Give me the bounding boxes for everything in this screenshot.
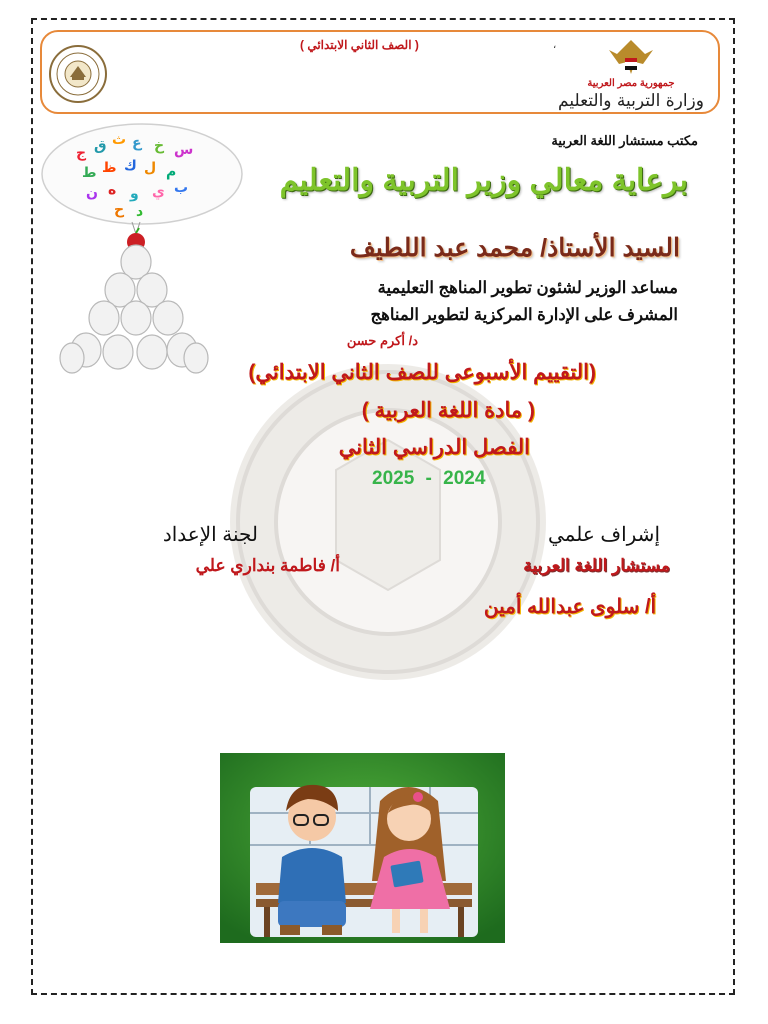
letters-eggs-illustration xyxy=(36,122,248,394)
svg-text:ن: ن xyxy=(86,185,98,201)
kids-reading-illustration xyxy=(220,753,505,943)
minister-name: السيد الأستاذ/ محمد عبد اللطيف xyxy=(349,234,680,262)
svg-text:د: د xyxy=(136,204,144,220)
grade-label: ( الصف الثاني الابتدائي ) xyxy=(300,38,419,52)
svg-text:ب: ب xyxy=(174,180,189,196)
svg-text:ق: ق xyxy=(94,138,107,154)
svg-text:ج: ج xyxy=(76,145,87,161)
svg-text:ط: ط xyxy=(82,165,97,181)
header-mark: ، xyxy=(553,40,557,51)
eagle-emblem-icon xyxy=(609,40,653,74)
svg-text:ح: ح xyxy=(114,202,125,218)
svg-text:ي: ي xyxy=(152,184,165,200)
academic-years: 2025 - 2024 xyxy=(372,468,486,489)
prep-committee-label: لجنة الإعداد xyxy=(162,524,258,546)
subject-title: ( مادة اللغة العربية ) xyxy=(361,399,535,422)
svg-text:س: س xyxy=(174,142,194,158)
supervisor-name: أ/ سلوى عبدالله أمين xyxy=(483,596,656,618)
supervisor-line: المشرف على الإدارة المركزية لتطوير المناهج xyxy=(370,306,678,324)
svg-text:ك: ك xyxy=(124,158,137,174)
assessment-title: (التقييم الأسبوعى للصف الثاني الابتدائي) xyxy=(248,361,596,384)
ministry-logo xyxy=(547,36,715,112)
office-label: مكتب مستشار اللغة العربية xyxy=(551,133,698,148)
svg-text:ل: ل xyxy=(144,160,157,176)
svg-text:خ: خ xyxy=(154,138,165,154)
svg-text:ث: ث xyxy=(112,132,127,148)
svg-text:م: م xyxy=(166,164,177,180)
svg-text:ه: ه xyxy=(108,182,117,198)
svg-text:ظ: ظ xyxy=(102,160,117,176)
ministry-country: جمهورية مصر العربية xyxy=(587,78,675,89)
svg-text:ع: ع xyxy=(132,135,142,151)
patronage-title: برعاية معالي وزير التربية والتعليم xyxy=(279,164,688,197)
svg-text:و: و xyxy=(130,186,139,202)
counselor-title: مستشار اللغة العربية xyxy=(523,556,670,575)
ministry-seal-icon xyxy=(48,44,108,104)
committee-member-name: أ/ فاطمة بنداري علي xyxy=(195,556,340,575)
doctor-name: د/ أكرم حسن xyxy=(346,333,418,348)
term-title: الفصل الدراسي الثاني xyxy=(338,436,530,459)
assistant-line: مساعد الوزير لشئون تطوير المناهج التعليمية xyxy=(377,279,678,297)
ministry-name: وزارة التربية والتعليم xyxy=(558,91,704,111)
scientific-supervision-label: إشراف علمي xyxy=(548,524,660,546)
